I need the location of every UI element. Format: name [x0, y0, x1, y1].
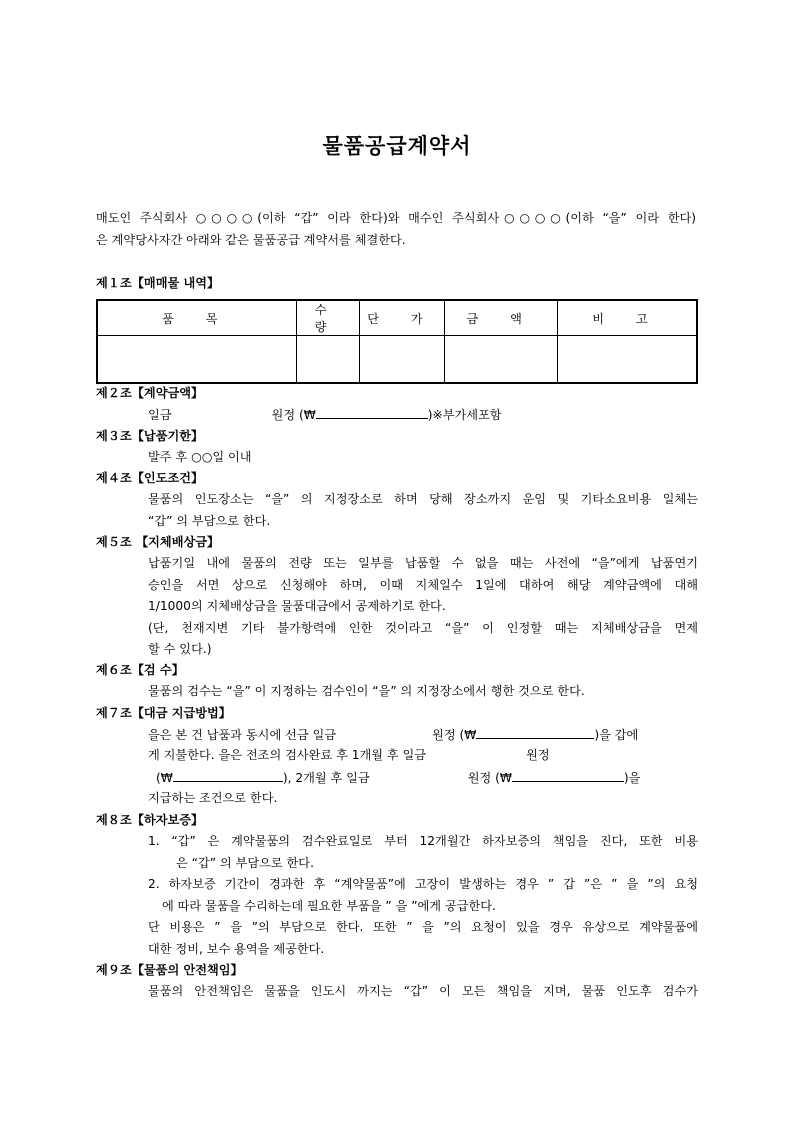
document-title: 물품공급계약서 — [322, 134, 472, 158]
article-9-body — [148, 981, 698, 1003]
article-4-line-1: 물품의 인도장소는 “을” 의 지정장소로 하며 당해 장소까지 운임 및 기타소요비용 일체는 — [148, 492, 698, 506]
article-6-line-1: 물품의 검수는 “을” 이 지정하는 검수인이 “을” 의 지정장소에서 행한 것으로 한다. — [148, 684, 585, 698]
article-2-text-c: )※부가세포함 — [427, 408, 502, 422]
items-table — [96, 299, 698, 384]
amount-blank — [476, 724, 594, 739]
article-8-line-4: 에 따라 물품을 수리하는데 필요한 부품을 ” 을 ”에게 공급한다. — [162, 898, 496, 913]
article-4-heading: 제４조【인도조건】 — [96, 471, 204, 485]
article-7-text: 원정 — [526, 748, 550, 762]
article-2-text-a: 일금 — [148, 408, 172, 422]
article-8-line-6: 대한 정비, 보수 용역을 제공한다. — [148, 941, 325, 956]
article-7-line-1 — [148, 724, 638, 747]
article-9-heading: 제９조【물품의 안전책임】 — [96, 963, 243, 977]
amount-blank — [512, 767, 624, 782]
article-7-text: 게 지불한다. 을은 전조의 검사완료 후 1개월 후 일금 — [148, 748, 427, 762]
article-7-heading: 제７조【대금 지급방법】 — [96, 706, 231, 720]
table-row — [97, 336, 697, 384]
article-7-text: )을 — [623, 771, 641, 785]
article-7-text: 원정 (₩ — [467, 771, 512, 785]
header-item: 품 목 — [97, 300, 296, 336]
article-4-line-2: “갑” 의 부담으로 한다. — [148, 513, 271, 528]
article-2-body — [148, 404, 502, 427]
article-8-line-1: 1. “갑” 은 계약물품의 검수완료일로 부터 12개월간 하자보증의 책임을 진다, 또한 비용 — [148, 834, 698, 848]
intro-paragraph — [96, 208, 696, 251]
article-3-line-1: 발주 후 ○○일 이내 — [148, 450, 252, 464]
table-header-row — [97, 300, 697, 336]
article-5-heading: 제５조 【지체배상금】 — [96, 535, 220, 549]
table-cell — [296, 336, 359, 384]
amount-blank — [173, 767, 283, 782]
article-5-line-1: 납품기일 내에 물품의 전량 또는 일부를 납품할 수 없을 때는 사전에 “을”에게 납품연기 — [148, 556, 698, 570]
article-7-line-2 — [148, 745, 550, 767]
header-remarks: 비 고 — [557, 300, 697, 336]
article-7-text: (₩ — [156, 771, 173, 785]
article-5-line-3: 1/1000의 지체배상금을 물품대금에서 공제하기로 한다. — [148, 599, 446, 613]
header-unit-price: 단 가 — [359, 300, 445, 336]
article-1-heading: 제１조【매매물 내역】 — [96, 276, 220, 290]
article-8-body — [148, 831, 698, 960]
article-6-heading: 제６조【검 수】 — [96, 663, 184, 677]
article-5-line-5: 할 수 있다.) — [148, 642, 212, 656]
article-2-heading: 제２조【계약금액】 — [96, 386, 204, 400]
article-7-text: 을은 본 건 납품과 동시에 선금 일금 — [148, 728, 337, 742]
article-4-body — [148, 489, 698, 532]
table-cell — [445, 336, 558, 384]
article-8-line-3: 2. 하자보증 기간이 경과한 후 “계약물품”에 고장이 발생하는 경우 ” 갑 ”은 ” 을 ”의 요청 — [148, 877, 698, 891]
header-amount: 금 액 — [445, 300, 558, 336]
table-cell — [97, 336, 296, 384]
article-5-line-2: 승인을 서면 상으로 신청해야 하며, 이때 지체일수 1일에 대하여 해당 계약금액에 대해 — [148, 577, 698, 592]
table-cell — [557, 336, 697, 384]
intro-line-2: 은 계약당사자간 아래와 같은 물품공급 계약서를 체결한다. — [96, 232, 406, 247]
article-8-line-2: 은 “갑” 의 부담으로 한다. — [176, 855, 314, 870]
article-3-heading: 제３조【납품기한】 — [96, 429, 204, 443]
article-5-body — [148, 553, 698, 661]
header-quantity: 수 량 — [296, 300, 359, 336]
article-7-text: ), 2개월 후 일금 — [282, 771, 370, 785]
article-7-text: 원정 (₩ — [432, 728, 477, 742]
table-cell — [359, 336, 445, 384]
article-7-text: )을 갑에 — [594, 728, 639, 742]
article-5-line-4: (단, 천재지변 기타 불가항력에 인한 것이라고 “을” 이 인정할 때는 지체배상금을 면제 — [148, 620, 698, 635]
article-8-line-5: 단 비용은 ” 을 ”의 부담으로 한다. 또한 ” 을 ”의 요청이 있을 경우 유상으로 계약물품에 — [148, 920, 698, 934]
amount-blank — [316, 404, 428, 419]
article-8-heading: 제８조【하자보증】 — [96, 813, 204, 827]
article-7-line-4: 지급하는 조건으로 한다. — [148, 791, 278, 805]
article-7-line-3 — [156, 767, 640, 790]
intro-line-1: 매도인 주식회사 ○○○○(이하 “갑” 이라 한다)와 매수인 주식회사○○○○(이하 “을” 이라 한다) — [96, 211, 696, 225]
article-9-line-1: 물품의 안전책임은 물품을 인도시 까지는 “갑” 이 모든 책임을 지며, 물품 인도후 검수가 — [148, 984, 698, 998]
article-2-text-b: 원정 (₩ — [271, 408, 316, 422]
